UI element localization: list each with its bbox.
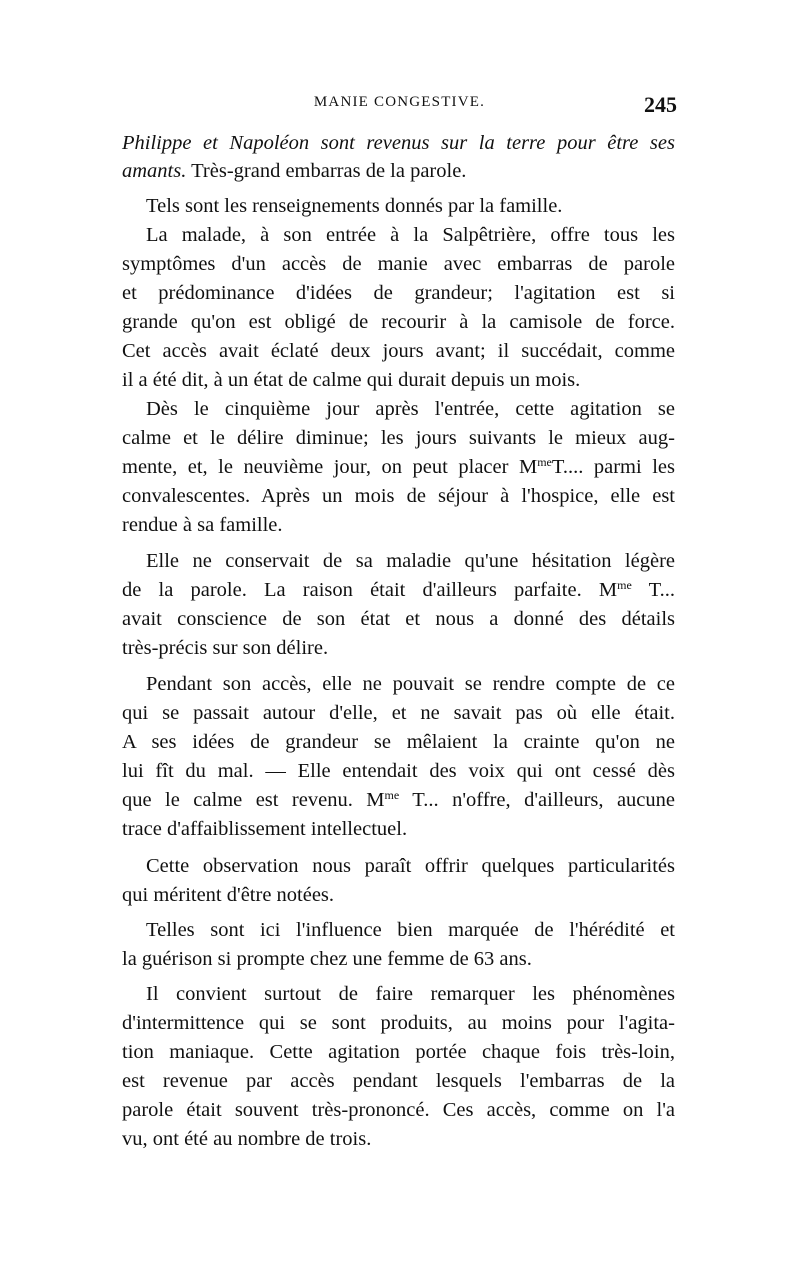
- text-line: que le calme est revenu. $M^{me}$ T... n'offre, d'ailleurs, aucune: [122, 788, 675, 811]
- text-line: la guérison si prompte chez une femme de 63 ans.: [122, 948, 532, 970]
- text-line: Tels sont les renseignements donnés par la famille.: [146, 195, 563, 217]
- text-line: Il convient surtout de faire remarquer les phénomènes: [146, 983, 675, 1005]
- text-line: avait conscience de son état et nous a donné des détails: [122, 608, 675, 630]
- page-number: 245: [644, 92, 677, 117]
- text-line: de la parole. La raison était d'ailleurs parfaite. $M^{me}$ T...: [122, 578, 675, 601]
- text-line: Dès le cinquième jour après l'entrée, cette agitation se: [146, 398, 675, 420]
- text-line: il a été dit, à un état de calme qui durait depuis un mois.: [122, 369, 581, 391]
- text-line: tion maniaque. Cette agitation portée chaque fois très-loin,: [122, 1041, 675, 1063]
- text-line: parole était souvent très-prononcé. Ces accès, comme on l'a: [122, 1099, 675, 1121]
- text-line: très-précis sur son délire.: [122, 637, 329, 659]
- text-line: et prédominance d'idées de grandeur; l'agitation est si: [122, 282, 675, 304]
- text-line: vu, ont été au nombre de trois.: [122, 1128, 372, 1150]
- text-line: d'intermittence qui se sont produits, au moins pour l'agita-: [122, 1012, 675, 1034]
- text-line: symptômes d'un accès de manie avec embarras de parole: [122, 253, 675, 275]
- text-line: La malade, à son entrée à la Salpêtrière, offre tous les: [146, 224, 675, 246]
- text-line: Telles sont ici l'influence bien marquée de l'hérédité et: [146, 919, 675, 941]
- text-line: qui se passait autour d'elle, et ne savait pas où elle était.: [122, 702, 675, 724]
- running-title: MANIE CONGESTIVE.: [313, 94, 486, 110]
- text-line: Philippe et Napoléon sont revenus sur la terre pour être ses: [122, 132, 675, 154]
- running-head: [122, 92, 677, 116]
- text-line: est revenue par accès pendant lesquels l'embarras de la: [122, 1070, 675, 1092]
- text-line: qui méritent d'être notées.: [122, 884, 335, 906]
- text-line: convalescentes. Après un mois de séjour à l'hospice, elle est: [122, 485, 675, 507]
- text-line: grande qu'on est obligé de recourir à la camisole de force.: [122, 311, 675, 333]
- text-line: A ses idées de grandeur se mêlaient la crainte qu'on ne: [122, 731, 675, 753]
- text-line: trace d'affaiblissement intellectuel.: [122, 818, 408, 840]
- text-line: calme et le délire diminue; les jours suivants le mieux aug-: [122, 427, 675, 449]
- text-line: Elle ne conservait de sa maladie qu'une hésitation légère: [146, 550, 675, 572]
- text-line: rendue à sa famille.: [122, 514, 283, 536]
- text-line: amants. Très-grand embarras de la parole.: [122, 160, 467, 182]
- text-line: Pendant son accès, elle ne pouvait se rendre compte de ce: [146, 673, 675, 695]
- text-line: Cette observation nous paraît offrir quelques particularités: [146, 855, 675, 877]
- text-line: Cet accès avait éclaté deux jours avant; il succédait, comme: [122, 340, 675, 362]
- text-line: lui fît du mal. — Elle entendait des voix qui ont cessé dès: [122, 760, 675, 782]
- text-line: mente, et, le neuvième jour, on peut placer $M^{me}T$.... parmi les: [122, 455, 675, 478]
